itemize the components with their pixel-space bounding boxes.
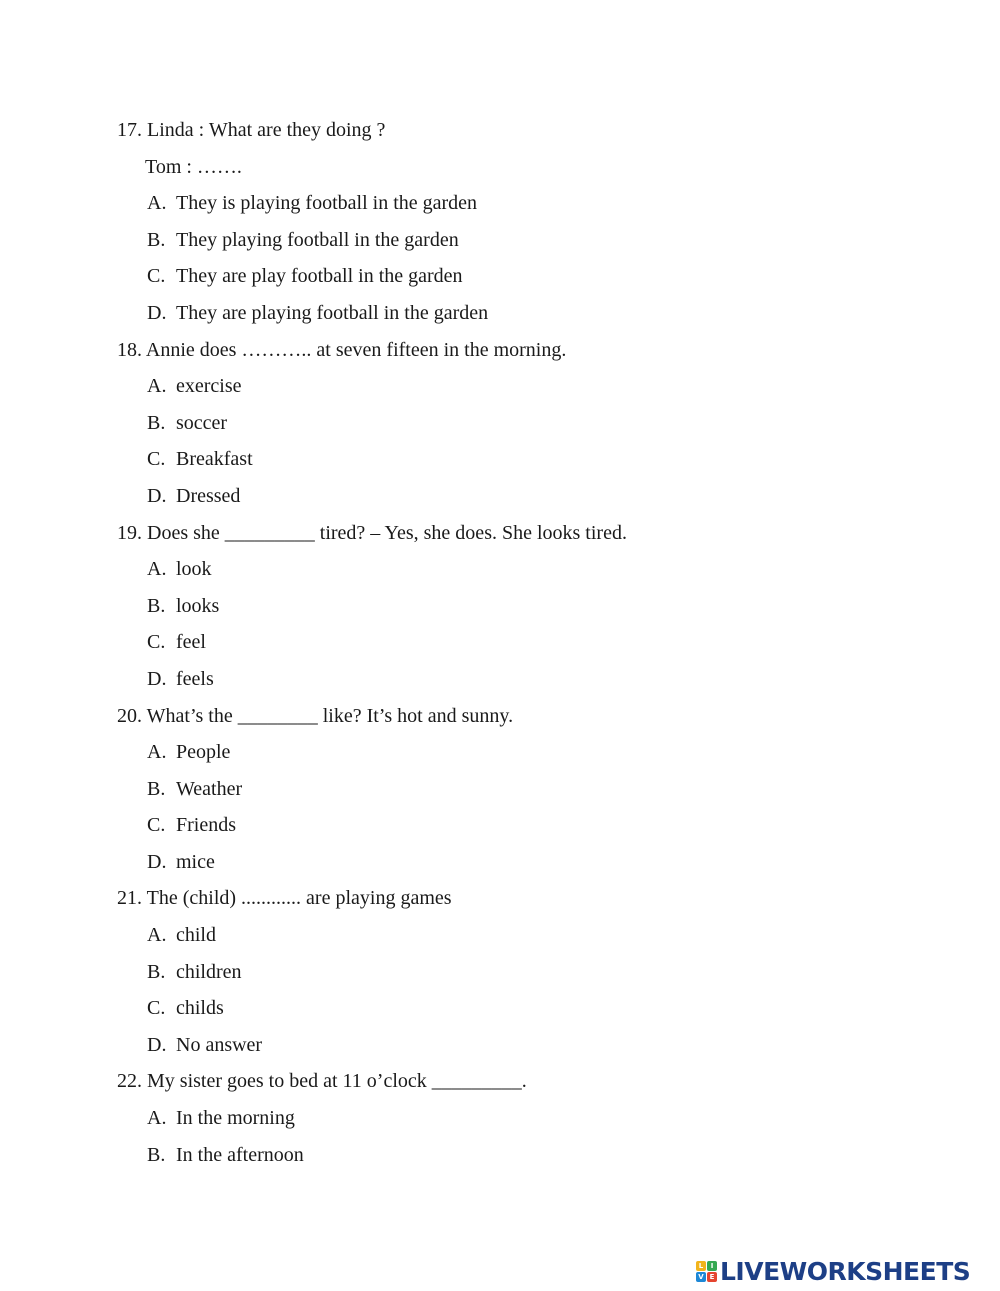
question-17-prompt: 17. Linda : What are they doing ? — [117, 119, 386, 141]
option-letter: C. — [147, 265, 166, 288]
logo-mark-tile-i: I — [707, 1261, 717, 1271]
question-18-option-b — [0, 405, 1000, 442]
option-letter: A. — [147, 192, 167, 215]
option-letter: B. — [147, 1143, 166, 1166]
option-text: They playing football in the garden — [176, 228, 459, 251]
option-letter: B. — [147, 411, 166, 434]
question-17-option-c — [0, 258, 1000, 295]
question-18-option-d — [0, 478, 1000, 515]
question-19-option-b — [0, 588, 1000, 625]
option-text: They are play football in the garden — [176, 265, 463, 288]
option-text: They is playing football in the garden — [176, 192, 478, 215]
option-letter: C. — [147, 448, 166, 471]
option-text: soccer — [176, 411, 228, 434]
question-20-option-a — [0, 734, 1000, 771]
option-text: In the afternoon — [176, 1143, 304, 1166]
question-21-option-d — [0, 1027, 1000, 1064]
question-19-option-a — [0, 551, 1000, 588]
option-letter: D. — [147, 301, 167, 324]
option-text: children — [176, 960, 242, 983]
option-text: People — [176, 741, 231, 764]
option-text: childs — [176, 997, 224, 1020]
question-18-prompt: 18. Annie does ……….. at seven fifteen in the morning. — [117, 338, 567, 361]
option-letter: A. — [147, 1107, 167, 1130]
question-17-option-a — [0, 185, 1000, 222]
option-letter: A. — [147, 741, 167, 764]
question-19-option-c — [0, 624, 1000, 661]
option-text: feel — [176, 631, 206, 654]
option-text: Friends — [176, 814, 236, 837]
question-18-option-a — [0, 368, 1000, 405]
option-text: exercise — [176, 375, 242, 398]
option-text: looks — [176, 594, 220, 617]
logo-mark-icon — [696, 1261, 717, 1282]
option-letter: C. — [147, 814, 166, 837]
option-letter: C. — [147, 997, 166, 1020]
option-letter: A. — [147, 375, 167, 398]
liveworksheets-logo — [696, 1254, 970, 1288]
option-letter: D. — [147, 850, 167, 873]
question-21-option-b — [0, 954, 1000, 991]
question-19-prompt: 19. Does she _________ tired? – Yes, she does. She looks tired. — [117, 521, 627, 544]
question-21-prompt: 21. The (child) ............ are playing games — [117, 887, 452, 910]
option-letter: B. — [147, 777, 166, 800]
option-letter: A. — [147, 924, 167, 947]
question-19-option-d — [0, 661, 1000, 698]
option-text: In the morning — [176, 1107, 295, 1130]
option-text: Dressed — [176, 484, 241, 507]
question-21-option-c — [0, 990, 1000, 1027]
option-text: look — [176, 558, 212, 581]
question-21-option-a — [0, 917, 1000, 954]
question-17-response-line: Tom : ……. — [145, 155, 242, 178]
question-22-option-b — [0, 1137, 1000, 1174]
logo-wordmark: LIVEWORKSHEETS — [720, 1256, 971, 1286]
worksheet — [0, 112, 1000, 1173]
option-letter: D. — [147, 1033, 167, 1056]
option-letter: D. — [147, 667, 167, 690]
logo-mark-tile-v: V — [696, 1272, 706, 1282]
option-letter: D. — [147, 484, 167, 507]
question-20-option-d — [0, 844, 1000, 881]
logo-mark-tile-l: L — [696, 1261, 706, 1271]
option-text: feels — [176, 667, 214, 690]
option-text: They are playing football in the garden — [176, 301, 489, 324]
option-text: Breakfast — [176, 448, 253, 471]
option-text: child — [176, 924, 216, 947]
question-18-option-c — [0, 441, 1000, 478]
option-letter: B. — [147, 960, 166, 983]
question-17-option-d — [0, 295, 1000, 332]
question-22-option-a — [0, 1100, 1000, 1137]
option-text: Weather — [176, 777, 243, 800]
question-20-option-b — [0, 771, 1000, 808]
option-letter: B. — [147, 594, 166, 617]
question-17-option-b — [0, 222, 1000, 259]
option-text: No answer — [176, 1033, 263, 1056]
option-letter: B. — [147, 228, 166, 251]
question-20-prompt: 20. What’s the ________ like? It’s hot and sunny. — [117, 704, 514, 727]
question-20-option-c — [0, 807, 1000, 844]
logo-mark-tile-e: E — [707, 1272, 717, 1282]
option-letter: C. — [147, 631, 166, 654]
question-22-prompt: 22. My sister goes to bed at 11 o’clock _________. — [117, 1070, 527, 1093]
option-letter: A. — [147, 558, 167, 581]
option-text: mice — [176, 850, 215, 873]
